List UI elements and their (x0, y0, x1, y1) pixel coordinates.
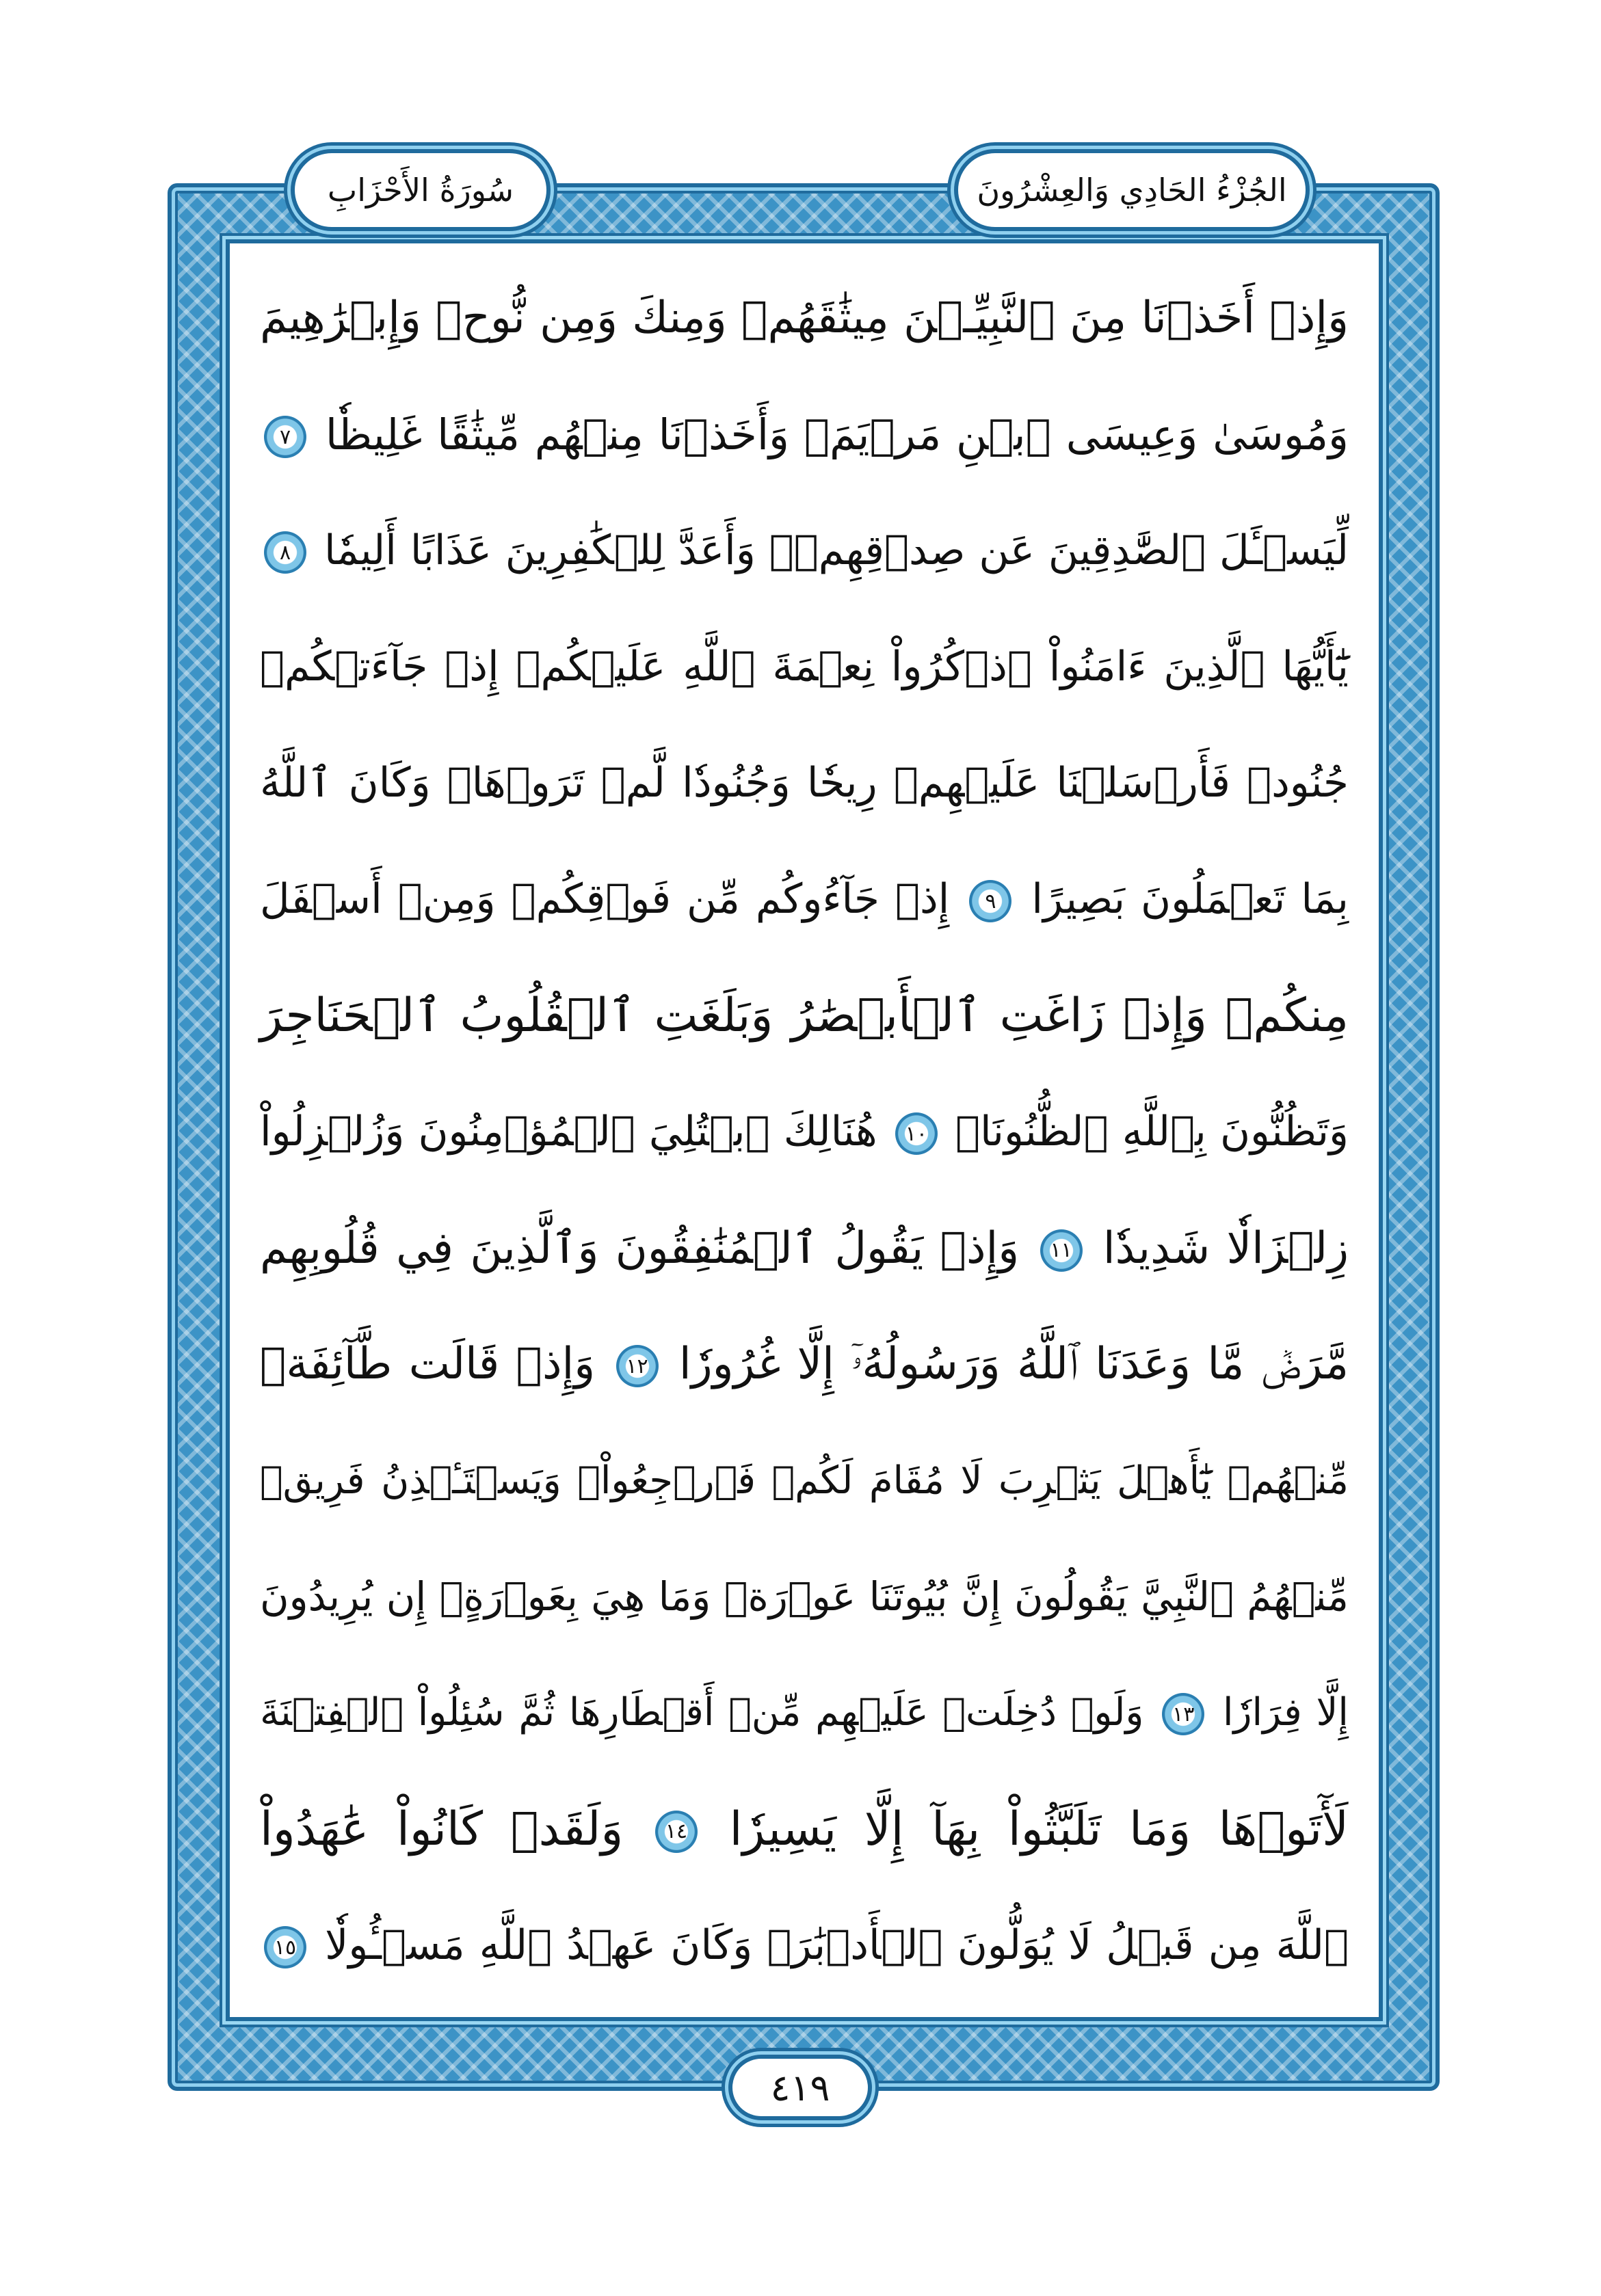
page-number (728, 2055, 872, 2120)
verse-text: وَلَقَدۡ كَانُواْ عَٰهَدُواْ (260, 1802, 624, 1856)
verse-text: ٱللَّهَ مِن قَبۡلُ لَا يُوَلُّونَ ٱلۡأَدۡبَٰرَۚ وَكَانَ عَهۡدُ ٱللَّهِ مَسۡـُٔولٗا (325, 1921, 1349, 1969)
ayah-number-marker: ١٠ (895, 1112, 938, 1155)
verse-text: مِنكُمۡ وَإِذۡ زَاغَتِ ٱلۡأَبۡصَٰرُ وَبَلَغَتِ ٱلۡقُلُوبُ ٱلۡحَنَاجِرَ (260, 989, 1349, 1043)
ayah-number-marker: ١١ (1040, 1229, 1083, 1272)
text-line (260, 492, 1349, 609)
line-content (260, 526, 1349, 574)
line-content (260, 410, 1349, 459)
juz-label: الجُزْءُ الحَادِي وَالعِشْرُونَ (977, 172, 1287, 209)
verse-text: إِذۡ جَآءُوكُم مِّن فَوۡقِكُمۡ وَمِنۡ أَسۡفَلَ (260, 875, 950, 923)
ayah-number-marker: ١٢ (616, 1345, 659, 1387)
verse-text: وَتَظُنُّونَ بِٱللَّهِ ٱلظُّنُونَا۠ (955, 1108, 1349, 1156)
text-line (260, 1655, 1349, 1771)
verse-text: وَلَوۡ دُخِلَتۡ عَلَيۡهِم مِّنۡ أَقۡطَارِهَا ثُمَّ سُئِلُواْ ٱلۡفِتۡنَةَ (260, 1690, 1144, 1735)
ayah-number-marker: ٧ (264, 416, 306, 458)
verse-text: يَٰٓأَيُّهَا ٱلَّذِينَ ءَامَنُواْ ٱذۡكُرُواْ نِعۡمَةَ ٱللَّهِ عَلَيۡكُمۡ إِذۡ جَآءَتۡكُمۡ (260, 643, 1349, 691)
line-content (260, 1573, 1349, 1620)
quran-text (260, 260, 1349, 2010)
text-line (260, 1190, 1349, 1306)
ayah-number-marker: ١٣ (1162, 1693, 1204, 1735)
line-content (260, 1690, 1349, 1736)
line-content (260, 1108, 1349, 1156)
text-line (260, 609, 1349, 725)
verse-text: لَأٓتَوۡهَا وَمَا تَلَبَّثُواْ بِهَآ إِلَّا يَسِيرٗا (729, 1802, 1349, 1856)
text-line (260, 1538, 1349, 1655)
surah-title (291, 149, 551, 231)
line-content (260, 1458, 1349, 1503)
text-line (260, 1422, 1349, 1538)
line-content (260, 293, 1349, 343)
verse-text: هُنَالِكَ ٱبۡتُلِيَ ٱلۡمُؤۡمِنُونَ وَزُلۡزِلُواْ (260, 1108, 877, 1156)
verse-text: وَإِذۡ يَقُولُ ٱلۡمُنَٰفِقُونَ وَٱلَّذِينَ فِي قُلُوبِهِم (260, 1223, 1020, 1274)
text-line (260, 1306, 1349, 1422)
ayah-number-marker: ١٤ (655, 1811, 698, 1853)
verse-text: مَّرَضٞ مَّا وَعَدَنَا ٱللَّهُ وَرَسُولُهُۥٓ إِلَّا غُرُورٗا (678, 1339, 1349, 1389)
verse-text: بِمَا تَعۡمَلُونَ بَصِيرًا (1031, 875, 1349, 923)
juz-title (954, 149, 1310, 231)
ayah-number-marker: ١٥ (264, 1926, 306, 1968)
verse-text: لِّيَسۡـَٔلَ ٱلصَّٰدِقِينَ عَن صِدۡقِهِمۡۚ وَأَعَدَّ لِلۡكَٰفِرِينَ عَذَابًا أَلِيمٗا (323, 526, 1349, 574)
text-line (260, 725, 1349, 841)
verse-text: إِلَّا فِرَارٗا (1222, 1690, 1349, 1735)
line-content (260, 1802, 1349, 1856)
text-line (260, 1073, 1349, 1190)
verse-text: وَإِذۡ أَخَذۡنَا مِنَ ٱلنَّبِيِّـۧنَ مِيثَٰقَهُمۡ وَمِنكَ وَمِن نُّوحٖ وَإِبۡرَٰهِيمَ (260, 293, 1349, 343)
text-line (260, 1887, 1349, 2003)
text-line (260, 957, 1349, 1073)
verse-text: مِّنۡهُمۡ يَٰٓأَهۡلَ يَثۡرِبَ لَا مُقَامَ لَكُمۡ فَٱرۡجِعُواْۚ وَيَسۡتَـٔۡذِنُ فَرِيقٞ (260, 1458, 1349, 1503)
line-content (260, 1339, 1349, 1389)
text-line (260, 841, 1349, 957)
verse-text: وَمُوسَىٰ وَعِيسَى ٱبۡنِ مَرۡيَمَۖ وَأَخَذۡنَا مِنۡهُم مِّيثَٰقًا غَلِيظٗا (325, 409, 1349, 459)
ayah-number-marker: ٩ (969, 880, 1011, 922)
verse-text: جُنُودٞ فَأَرۡسَلۡنَا عَلَيۡهِمۡ رِيحٗا وَجُنُودٗا لَّمۡ تَرَوۡهَاۚ وَكَانَ ٱللَّهُ (260, 759, 1349, 807)
verse-text: وَإِذۡ قَالَت طَّآئِفَةٞ (260, 1339, 596, 1389)
ayah-number-marker: ٨ (264, 531, 306, 574)
text-line (260, 1771, 1349, 1887)
text-line (260, 260, 1349, 376)
text-line (260, 376, 1349, 492)
line-content (260, 1223, 1349, 1274)
line-content (260, 875, 1349, 923)
surah-label: سُورَةُ الأَحْزَابِ (327, 172, 514, 209)
line-content (260, 1921, 1349, 1969)
line-content (260, 643, 1349, 691)
line-content (260, 988, 1349, 1043)
line-content (260, 759, 1349, 807)
verse-text: زِلۡزَالٗا شَدِيدٗا (1102, 1223, 1349, 1274)
page-number-label: ٤١٩ (770, 2066, 830, 2109)
verse-text: مِّنۡهُمُ ٱلنَّبِيَّ يَقُولُونَ إِنَّ بُيُوتَنَا عَوۡرَةٞ وَمَا هِيَ بِعَوۡرَةٍۖ إِن يُرِيدُونَ (260, 1573, 1349, 1620)
